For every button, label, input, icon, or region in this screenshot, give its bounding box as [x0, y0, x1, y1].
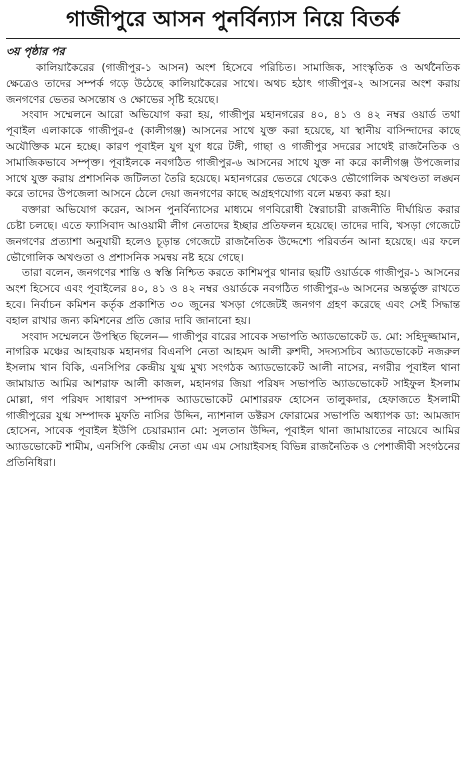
article-paragraph-4: তারা বলেন, জনগণের শান্তি ও স্বস্তি নিশ্চিত করতে কাশিমপুর থানার ছয়টি ওয়ার্ডকে গাজীপুর-১ আসনের অংশ হিসেবে এবং পূবাইলের ৪০, ৪১ ও ৪২ নম্বর ওয়ার্ডকে নবগঠিত গাজীপুর-৬ আসনের অন্তর্ভুক্ত রাখতে হবে। নির্বাচন কমিশন কর্তৃক প্রকাশিত ৩০ জুনের খসড়া গেজেটই জনগণ গ্রহণ করেছে এবং সেই সিদ্ধান্ত বহাল রাখার জন্য কমিশনের প্রতি জোর দাবি জানানো হয়।: [6, 267, 460, 327]
article-paragraph-5: সংবাদ সম্মেলনে উপস্থিত ছিলেন— গাজীপুর বারের সাবেক সভাপতি অ্যাডভোকেট ড. মো: সহিদুজ্জামান, নাগরিক মঞ্চের আহবায়ক মহানগর বিএনপি নেতা আহমদ আলী রুশদী, সদস্যসচিব অ্যাডভোকেট নজরুল ইসলাম খান বিকি, এনসিপির কেন্দ্রীয় যুগ্ম মুখ্য সংগঠক অ্যাডভোকেট আলী নাসের, নগরীর পূবাইল থানা জামায়াত আমির আশরাফ আলী কাজল, মহানগর জিয়া পরিষদ সভাপতি অ্যাডভোকেট সাইফুল ইসলাম মোল্লা, গণ পরিষদ সাধারণ সম্পাদক অ্যাডভোকেট মোশাররফ হোসেন তালুকদার, হেফাজতে ইসলামী গাজীপুরের যুগ্ম সম্পাদক মুফতি নাসির উদ্দিন, ন্যাশনাল ডক্টরস ফোরামের সভাপতি অধ্যাপক ডা: আমজাদ হোসেন, সাবেক পূবাইল ইউপি চেয়ারম্যান মো: সুলতান উদ্দিন, পূবাইল থানা জামায়াতের নায়েবে আমির অ্যাডভোকেট শামীম, এনসিপি কেন্দ্রীয় নেতা এম এম সোয়াইবসহ বিভিন্ন রাজনৈতিক ও পেশাজীবী সংগঠনের প্রতিনিধিরা।: [6, 330, 460, 469]
continued-from-label: ৩য় পৃষ্ঠার পর: [6, 45, 65, 58]
article-paragraph-1: কালিয়াকৈরের (গাজীপুর-১ আসন) অংশ হিসেবে পরিচিত। সামাজিক, সাংস্কৃতিক ও অর্থনৈতিক ক্ষেত্রেও তাদের সম্পর্ক গড়ে উঠেছে কালিয়াকৈরের সাথে। অথচ হঠাৎ গাজীপুর-২ আসনের অংশ করায় জনগণের ভেতর অসন্তোষ ও ক্ষোভের সৃষ্টি হয়েছে।: [6, 62, 460, 106]
article-paragraph-2: সংবাদ সম্মেলনে আরো অভিযোগ করা হয়, গাজীপুর মহানগরের ৪০, ৪১ ও ৪২ নম্বর ওয়ার্ড তথা পূবাইল এলাকাকে গাজীপুর-৫ (কালীগঞ্জ) আসনের সাথে যুক্ত করা হয়েছে, যা স্থানীয় বাসিন্দাদের কাছে অযৌক্তিক মনে হচ্ছে। কারণ পূবাইল যুগ যুগ ধরে টঙ্গী, গাছা ও গাজীপুর সদরের সাথেই রাজনৈতিক ও সামাজিকভাবে সম্পৃক্ত। পূবাইলকে নবগঠিত গাজীপুর-৬ আসনের সাথে যুক্ত না করে কালীগঞ্জ উপজেলার সাথে যুক্ত করায় প্রশাসনিক জটিলতা তৈরি হয়েছে। মহানগরের ভেতরে থেকেও ভৌগোলিক অখণ্ডতা লঙ্ঘন করে তাদের উপজেলা আসনে ঠেলে দেয়া জনগণের কাছে অগ্রহণযোগ্য বলে মন্তব্য করা হয়।: [6, 109, 460, 201]
article-headline: গাজীপুরে আসন পুনর্বিন্যাস নিয়ে বিতর্ক: [6, 4, 460, 39]
article-paragraph-3: বক্তারা অভিযোগ করেন, আসন পুনর্বিন্যাসের মাধ্যমে গণবিরোধী স্বৈরাচারী রাজনীতি দীর্ঘায়িত করার চেষ্টা চলছে। এতে ফ্যাসিবাদ আওয়ামী লীগ নেতাদের ইচ্ছার প্রতিফলন হয়েছে। তাদের দাবি, খসড়া গেজেটে জনগণের প্রত্যাশা অনুযায়ী হলেও চূড়ান্ত গেজেটে রাজনৈতিক উদ্দেশ্যে পরিবর্তন আনা হয়েছে। এর ফলে ভৌগোলিক অখণ্ডতা ও প্রশাসনিক সমন্বয় নষ্ট হয়ে গেছে।: [6, 204, 460, 264]
